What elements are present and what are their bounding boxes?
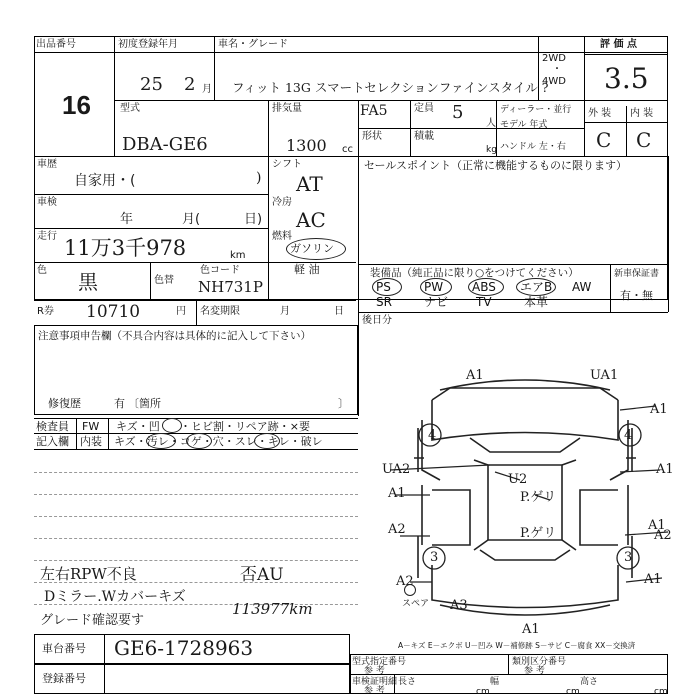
transmission-value: FA5 <box>360 103 388 119</box>
damage-mark: U2 <box>508 472 528 487</box>
handle-label: ハンドル 左・右 <box>500 142 566 152</box>
history-label: 車歴 <box>37 159 57 170</box>
fuel-label: 燃料 <box>272 231 292 242</box>
height-label: 高さ <box>580 677 599 687</box>
recycle-label: R券 <box>37 306 54 317</box>
history-close: ) <box>256 170 262 186</box>
equipment-item: 本革 <box>524 295 549 309</box>
car-name-label: 車名・グレード <box>218 39 288 50</box>
handwritten-note-2: Dミラー.Wカバーキズ <box>44 589 186 605</box>
chassis-value: GE6-1728963 <box>114 636 254 660</box>
fuel-gasoline-circle <box>286 238 346 260</box>
damage-mark: A2 <box>388 522 406 537</box>
equipment-item: エアB <box>520 280 553 294</box>
damage-mark: A1 <box>466 368 484 383</box>
spare-icon <box>404 584 416 596</box>
name-change-label: 名変期限 <box>200 306 240 317</box>
history-value: 自家用・( <box>74 173 136 189</box>
inspection-row2-items: キズ・汚レ・コゲ・穴・スレ・キレ・破レ <box>114 435 323 448</box>
width-label: 幅 <box>490 677 500 687</box>
model-label: 型式 <box>120 103 140 114</box>
yen-unit: 円 <box>176 306 186 317</box>
shift-value: AT <box>296 172 323 196</box>
rear-seat-label: 後日分 <box>362 315 392 326</box>
color-change-label: 色替 <box>154 275 174 286</box>
repair-close: 〕 <box>338 397 349 410</box>
displacement-unit: cc <box>342 144 353 155</box>
load-label: 積載 <box>414 131 434 142</box>
model-value: DBA-GE6 <box>122 134 208 155</box>
equipment-item: ナビ <box>424 295 449 309</box>
inspector-label: 検査員 <box>36 420 69 433</box>
shift-label: シフト <box>272 159 302 170</box>
ac-value: AC <box>296 208 326 232</box>
ac-label: 冷房 <box>272 197 292 208</box>
exterior-grade: C <box>596 128 612 152</box>
inspection-month-unit: 月( <box>182 212 201 227</box>
damage-mark: A1 <box>648 518 666 533</box>
damage-mark: A1 <box>388 486 406 501</box>
damage-mark: A3 <box>450 598 468 613</box>
mark-circle-stain <box>146 433 176 449</box>
damage-mark: A1 <box>644 572 662 587</box>
exterior-label: 外 装 <box>588 108 612 119</box>
damage-mark: A1 <box>650 402 668 417</box>
equipment-label: 装備品（純正品に限り○をつけてください） <box>370 267 579 279</box>
damage-mark: 4 <box>428 428 437 443</box>
damage-mark: 3 <box>624 550 633 565</box>
capacity-value: 5 <box>452 102 464 123</box>
score-label: 評 価 点 <box>600 39 637 50</box>
equipment-item: PS <box>376 280 391 294</box>
damage-mark: A1 <box>522 622 540 637</box>
width-unit: cm <box>566 687 580 697</box>
height-unit: cm <box>654 687 668 697</box>
inspection-row2-label: 内装 <box>80 435 102 448</box>
first-registration-year: 25 <box>140 74 163 95</box>
displacement-value: 1300 <box>286 136 327 155</box>
equipment-item: SR <box>376 295 392 309</box>
spare-label: スペア <box>402 599 430 609</box>
inspection-row1-a: キズ・凹 <box>116 420 160 433</box>
capacity-label: 定員 <box>414 103 434 114</box>
mark-circle-scuff <box>254 433 280 449</box>
color-value: 黒 <box>78 270 98 294</box>
damage-mark: 3 <box>430 550 439 565</box>
inspection-label: 車検 <box>37 197 57 208</box>
capacity-unit: 人 <box>486 118 496 129</box>
damage-legend: A－キズ E－エクボ U－凹み W－補修跡 S－サビ C－腐食 XX－交換済 <box>398 641 636 650</box>
sales-point-label: セールスポイント（正常に機能するものに限ります） <box>364 159 628 172</box>
damage-mark: A1 <box>656 462 674 477</box>
registration-label: 登録番号 <box>42 672 86 685</box>
kg-unit: kg <box>486 145 497 155</box>
mark-circle-burn <box>186 433 212 449</box>
month-unit: 月 <box>202 84 212 95</box>
equipment-item: TV <box>476 295 492 309</box>
inspection-row1-b: ・ヒビ割・リペア跡・×要 <box>180 420 310 433</box>
shape-label: 形状 <box>362 131 382 142</box>
drive-2wd: 2WD <box>542 53 566 64</box>
inspection-year-unit: 年 <box>120 212 134 227</box>
warranty-value: 有・無 <box>620 289 653 302</box>
score-value: 3.5 <box>604 62 649 95</box>
deadline-day: 日 <box>334 306 344 317</box>
damage-mark: P.ゲリ <box>520 490 557 505</box>
damage-mark: UA2 <box>382 462 411 477</box>
damage-mark: A2 <box>396 574 414 589</box>
color-label: 色 <box>37 265 47 276</box>
damage-mark: A2 <box>654 528 672 543</box>
model-year-label: モデル 年式 <box>500 120 548 130</box>
warranty-label: 新車保証書 <box>614 269 660 279</box>
mileage-label: 走行 <box>37 231 57 242</box>
km-unit: km <box>230 250 246 261</box>
drive-separator: ・ <box>552 64 562 75</box>
handwritten-note-1: 左右RPW不良 <box>40 565 137 583</box>
displacement-label: 排気量 <box>272 103 302 114</box>
certificate-ref: 参 考 <box>364 686 385 696</box>
equipment-item: ABS <box>472 280 496 294</box>
handwritten-note-5: 113977km <box>232 600 313 618</box>
first-registration-label: 初度登録年月 <box>118 39 178 50</box>
type-designation-ref: 参 考 <box>364 666 385 676</box>
class-number-label: 類別区分番号 <box>512 657 567 667</box>
interior-grade: C <box>636 128 652 152</box>
lot-number-label: 出品番号 <box>36 39 76 50</box>
entry-label: 記入欄 <box>36 435 69 448</box>
color-code-value: NH731P <box>198 278 263 296</box>
handwritten-note-3: グレード確認要す <box>40 613 145 628</box>
mileage-value: 11万3千978 <box>64 236 187 260</box>
repair-label: 修復歴 <box>48 397 81 410</box>
equipment-item: AW <box>572 280 592 294</box>
mark-circle-dent <box>162 418 182 433</box>
length-unit: cm <box>476 687 490 697</box>
inspection-day-unit: 日) <box>244 212 263 227</box>
class-number-ref: 参 考 <box>524 666 545 676</box>
equipment-circle-mark <box>420 278 452 296</box>
type-designation-label: 型式指定番号 <box>352 657 407 667</box>
damage-mark: 4 <box>624 428 633 443</box>
car-name-grade: フィット 13G スマートセレクションファインスタイル ? <box>232 80 549 95</box>
fuel-diesel: 軽 油 <box>294 263 320 276</box>
inspection-row1-fw: FW <box>82 420 100 433</box>
damage-mark: P.ゲリ <box>520 526 557 541</box>
length-label: 長さ <box>398 677 417 687</box>
deadline-month: 月 <box>280 306 290 317</box>
chassis-label: 車台番号 <box>42 642 86 655</box>
equipment-circle-mark <box>468 278 504 296</box>
handwritten-note-4: 否AU <box>240 565 284 585</box>
repair-value: 有 <box>114 397 125 410</box>
color-code-label: 色コード <box>200 265 240 276</box>
equipment-circle-mark <box>372 278 402 296</box>
first-registration-month: 2 <box>184 74 196 95</box>
recycle-value: 10710 <box>86 302 141 322</box>
repair-place: 〔箇所 <box>128 397 161 410</box>
notes-label: 注意事項申告欄（不具合内容は具体的に記入して下さい） <box>38 330 311 342</box>
drive-4wd: 4WD <box>542 76 566 87</box>
equipment-item: PW <box>424 280 444 294</box>
damage-mark: UA1 <box>590 368 619 383</box>
fuel-gasoline: ガソリン <box>290 242 334 255</box>
equipment-circle-mark <box>516 278 556 296</box>
certificate-label: 車検証明細 <box>352 677 398 687</box>
dealer-label: ディーラー・並行 <box>500 105 572 115</box>
lot-number: 16 <box>62 90 91 120</box>
interior-label: 内 装 <box>630 108 654 119</box>
